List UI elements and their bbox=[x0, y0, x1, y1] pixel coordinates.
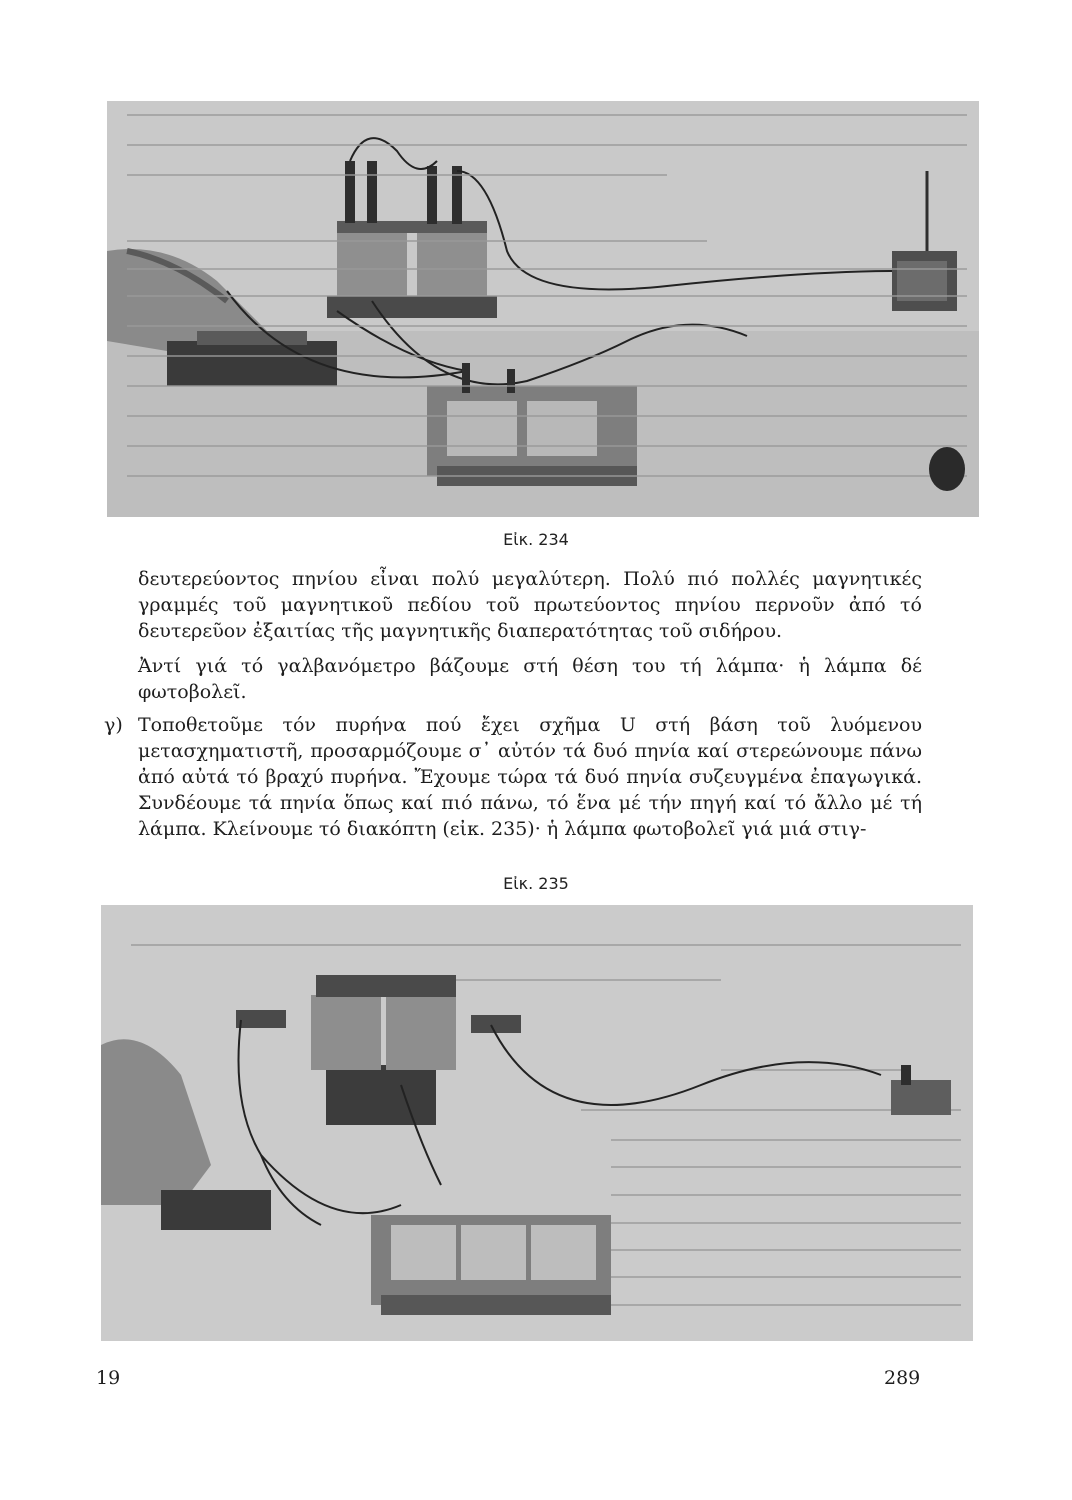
paragraph-1: δευτερεύοντος πηνίου εἶναι πολύ μεγαλύτερη. Πολύ πιό πολλές μαγνητικές γραμμές τοῦ μαγνητικοῦ πεδίου τοῦ πρωτεύοντος πηνίου περνοῦν ἀπό τό δευτερεῦον ἐξαιτίας τῆς μαγνητικῆς διαπερατότητας τοῦ σιδήρου. bbox=[138, 568, 922, 642]
page-number: 289 bbox=[884, 1367, 921, 1389]
figure-234-photo bbox=[107, 101, 979, 517]
figure-235-photo bbox=[101, 905, 973, 1341]
item-label-gamma: γ) bbox=[104, 714, 123, 736]
signature-number: 19 bbox=[96, 1367, 121, 1389]
figure-234-caption: Εἰκ. 234 bbox=[503, 530, 569, 549]
paragraph-2: Ἀντί γιά τό γαλβανόμετρο βάζουμε στή θέση του τή λάμπα· ἡ λάμπα δέ φωτοβολεῖ. bbox=[138, 655, 922, 703]
paragraph-3: Τοποθετοῦμε τόν πυρήνα πού ἔχει σχῆμα U στή βάση τοῦ λυόμενου μετασχηματιστῆ, προσαρμόζουμε σ᾽ αὐτόν τά δυό πηνία καί στερεώνουμε πάνω ἀπό αὐτά τό βραχύ πυρήνα. Ἔχουμε τώρα τά δυό πηνία συζευγμένα ἐπαγωγικά. Συνδέουμε τά πηνία ὅπως καί πιό πάνω, τό ἕνα μέ τήν πηγή καί τό ἄλλο μέ τή λάμπα. Κλείνουμε τό διακόπτη (εἰκ. 235)· ἡ λάμπα φωτοβολεῖ γιά μιά στιγ- bbox=[138, 714, 922, 840]
figure-235-caption: Εἰκ. 235 bbox=[503, 874, 569, 893]
